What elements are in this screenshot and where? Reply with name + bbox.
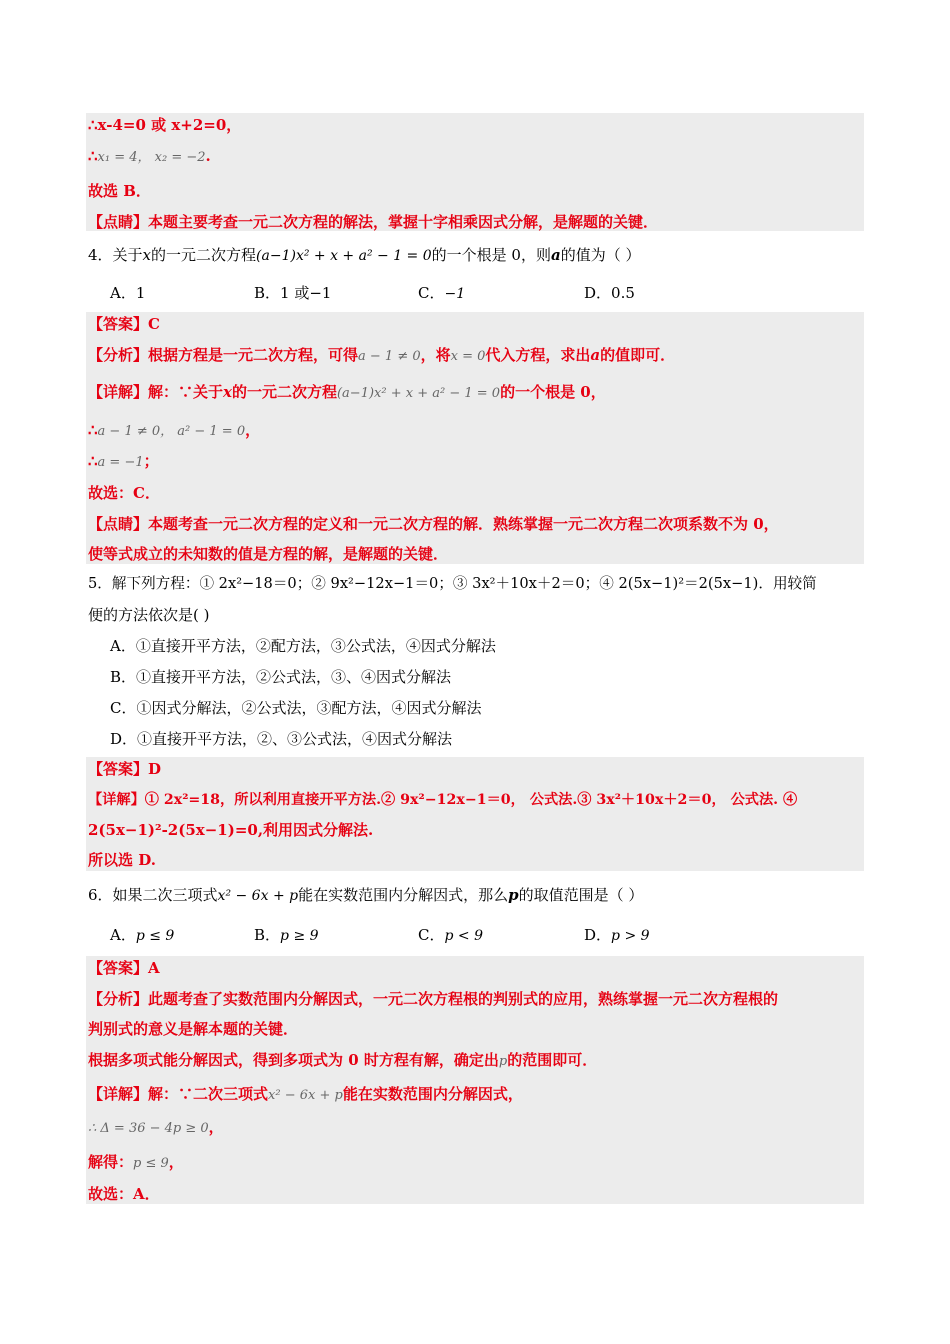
q4-option-a: A．1 — [110, 284, 146, 302]
q4-step1: ∴a − 1 ≠ 0， a² − 1 = 0， — [88, 421, 261, 439]
q4-option-b: B．1 或−1 — [254, 284, 332, 302]
q6-option-c: C．p < 9 — [418, 926, 483, 944]
q6-step1: ∴ Δ = 36 − 4p ≥ 0， — [88, 1118, 224, 1136]
q6-option-b: B．p ≥ 9 — [254, 926, 319, 944]
q5-detail-3: 所以选 D. — [88, 851, 156, 869]
q4-comment-1: 【点睛】本题考查一元二次方程的定义和一元二次方程的解．熟练掌握一元二次方程二次项系数不为 0， — [88, 515, 779, 533]
q3-step-roots: ∴x₁ = 4， x₂ = −2. — [88, 147, 211, 165]
q5-detail-1: 【详解】① 2x²=18，所以利用直接开平方法.② 9x²−12x−1＝0， 公式法.③ 3x²＋10x＋2＝0， 公式法. ④ — [88, 792, 798, 808]
q5-option-d: D．①直接开平方法，②、③公式法，④因式分解法 — [110, 730, 453, 748]
q4-analysis: 【分析】根据方程是一元二次方程，可得a − 1 ≠ 0，将x = 0代入方程，求出a的值即可． — [88, 346, 676, 364]
q5-answer: 【答案】D — [88, 760, 162, 778]
answer-panel-q5 — [86, 757, 864, 871]
q4-comment-2: 使等式成立的未知数的值是方程的解，是解题的关键． — [88, 545, 449, 563]
q6-option-d: D．p > 9 — [584, 926, 650, 944]
q3-comment: 【点睛】本题主要考查一元二次方程的解法，掌握十字相乘因式分解，是解题的关键． — [88, 213, 659, 231]
q5-option-b: B．①直接开平方法，②公式法，③、④因式分解法 — [110, 668, 452, 686]
q6-choose: 故选：A． — [88, 1185, 160, 1203]
q6-stem: 6．如果二次三项式x² − 6x + p能在实数范围内分解因式，那么p的取值范围是（ ） — [88, 886, 644, 904]
q6-analysis-1: 【分析】此题考查了实数范围内分解因式，一元二次方程根的判别式的应用，熟练掌握一元二次方程根的 — [88, 990, 779, 1008]
q5-option-c: C．①因式分解法，②公式法，③配方法，④因式分解法 — [110, 699, 482, 717]
q5-stem-2: 便的方法依次是( ) — [88, 606, 210, 624]
q5-stem-1: 5．解下列方程：① 2x²−18＝0；② 9x²−12x−1＝0；③ 3x²＋10x＋2＝0；④ 2(5x−1)²＝2(5x−1)．用较简 — [88, 575, 817, 592]
q4-detail: 【详解】解：∵关于x的一元二次方程(a−1)x² + x + a² − 1 = 0的一个根是 0， — [88, 383, 606, 401]
q6-detail: 【详解】解：∵二次三项式x² − 6x + p能在实数范围内分解因式， — [88, 1085, 523, 1103]
q6-step2: 解得：p ≤ 9， — [88, 1153, 184, 1171]
q6-analysis-3: 根据多项式能分解因式，得到多项式为 0 时方程有解，确定出p的范围即可． — [88, 1051, 598, 1069]
q4-stem: 4．关于x的一元二次方程(a−1)x² + x + a² − 1 = 0的一个根是 0，则a的值为（ ） — [88, 246, 641, 264]
q6-answer: 【答案】A — [88, 959, 160, 977]
q5-detail-2: 2(5x−1)²-2(5x−1)=0,利用因式分解法. — [88, 821, 374, 839]
q4-option-d: D．0.5 — [584, 284, 635, 302]
q6-option-a: A．p ≤ 9 — [110, 926, 175, 944]
q6-analysis-2: 判别式的意义是解本题的关键． — [88, 1020, 299, 1038]
q5-option-a: A．①直接开平方法，②配方法，③公式法，④因式分解法 — [110, 637, 496, 655]
q4-choose: 故选：C． — [88, 484, 160, 502]
q4-option-c: C．−1 — [418, 284, 466, 302]
q4-step2: ∴a = −1； — [88, 452, 159, 470]
q3-step-factor: ∴x-4=0 或 x+2=0， — [88, 116, 242, 134]
q3-choose: 故选 B． — [88, 182, 151, 200]
q4-answer: 【答案】C — [88, 315, 160, 333]
